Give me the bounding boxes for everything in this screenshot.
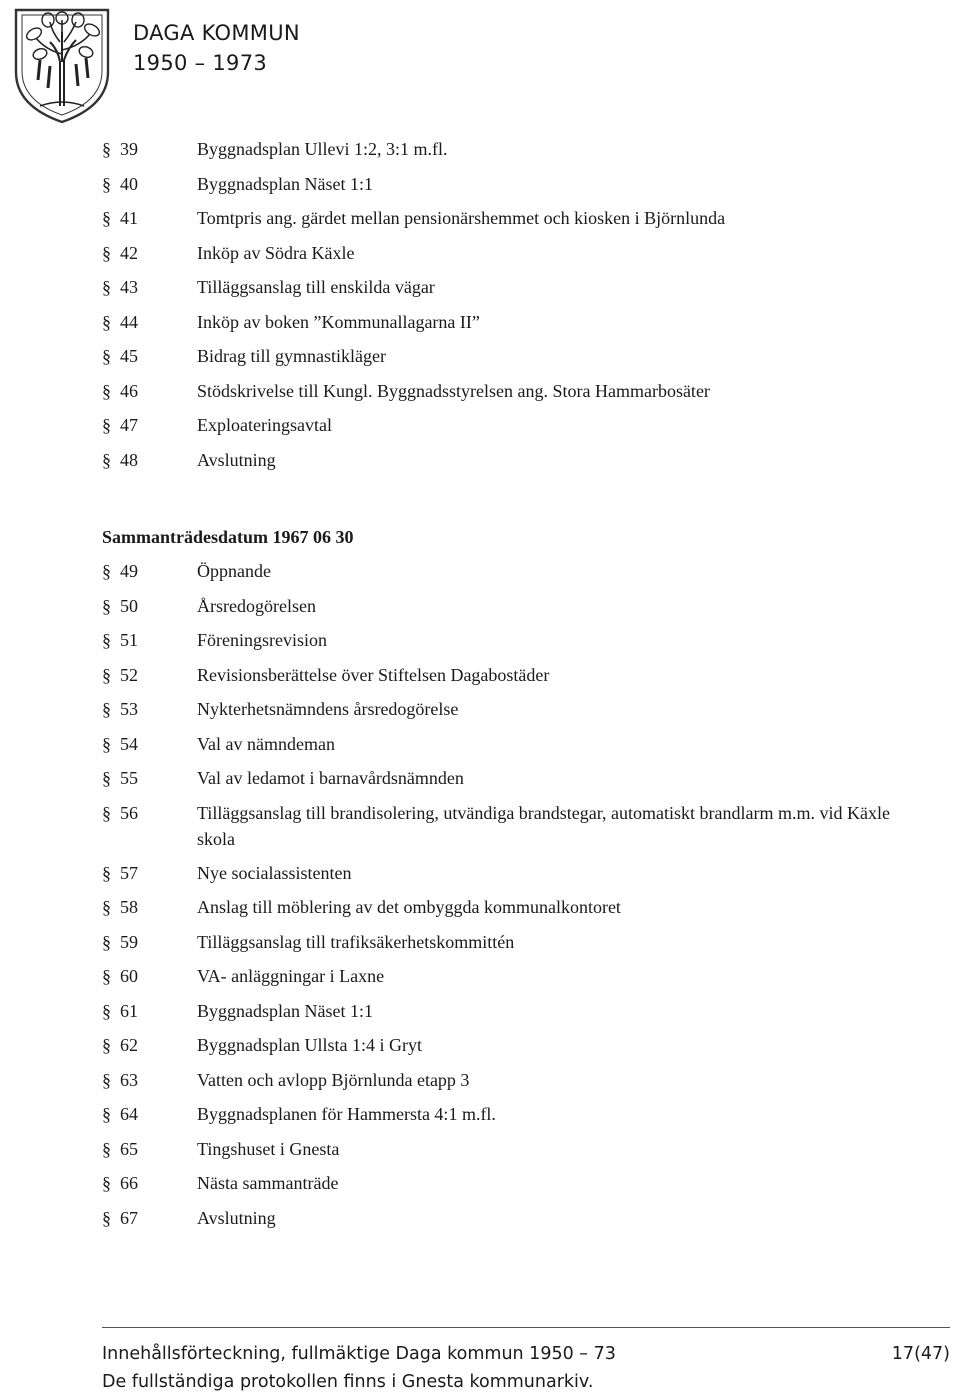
list-item — [102, 860, 902, 895]
list-item — [102, 1170, 902, 1205]
list-item — [102, 1067, 902, 1102]
section-symbol: § — [102, 897, 111, 917]
section-symbol: § — [102, 1069, 111, 1090]
item-text: Byggnadsplan Näset 1:1 — [197, 1000, 373, 1021]
list-item — [102, 731, 902, 766]
item-number: 61 — [120, 1000, 138, 1021]
item-text: Nye socialassistenten — [197, 862, 352, 883]
item-text: Nykterhetsnämndens årsredogörelse — [197, 699, 459, 719]
section-symbol: § — [102, 595, 111, 616]
list-item — [102, 136, 902, 171]
item-number: 63 — [120, 1069, 138, 1090]
item-text: Föreningsrevision — [197, 630, 327, 650]
section-symbol: § — [102, 664, 111, 685]
item-text: Byggnadsplan Ullevi 1:2, 3:1 m.fl. — [197, 139, 448, 159]
item-number: 56 — [120, 802, 138, 823]
item-text: Öppnande — [197, 561, 271, 581]
item-number: 65 — [120, 1138, 138, 1159]
item-text: Årsredogörelsen — [197, 595, 316, 616]
list-item — [102, 963, 902, 998]
item-text: Nästa sammanträde — [197, 1173, 339, 1193]
item-text: Byggnadsplan Ullsta 1:4 i Gryt — [197, 1035, 422, 1055]
item-number: 50 — [120, 595, 138, 616]
item-number: 44 — [120, 311, 138, 332]
item-text: Vatten och avlopp Björnlunda etapp 3 — [197, 1069, 470, 1090]
list-item — [102, 593, 902, 628]
section-symbol: § — [102, 380, 111, 401]
item-text: Avslutning — [197, 449, 276, 470]
list-item — [102, 1136, 902, 1171]
item-text: Tomtpris ang. gärdet mellan pensionärshemmet och kiosken i Björnlunda — [197, 208, 726, 228]
item-text: Byggnadsplan Näset 1:1 — [197, 173, 373, 194]
item-text: Inköp av Södra Käxle — [197, 242, 355, 263]
list-item — [102, 765, 902, 800]
section-symbol: § — [102, 346, 111, 366]
section-2 — [102, 524, 902, 1239]
item-number: 42 — [120, 242, 138, 263]
item-number: 60 — [120, 966, 138, 986]
list-item — [102, 696, 902, 731]
municipality-title — [133, 18, 300, 78]
section-symbol: § — [102, 277, 111, 297]
item-text: Bidrag till gymnastikläger — [197, 346, 386, 366]
item-number: 46 — [120, 380, 138, 401]
list-item — [102, 171, 902, 206]
list-item — [102, 205, 902, 240]
section-symbol: § — [102, 699, 111, 719]
list-item — [102, 378, 902, 413]
footer-row — [102, 1340, 950, 1368]
item-number: 52 — [120, 664, 138, 685]
item-number: 55 — [120, 768, 138, 788]
meeting-date-heading: Sammanträdesdatum 1967 06 30 — [102, 527, 354, 547]
item-number: 64 — [120, 1104, 138, 1124]
list-item — [102, 1101, 902, 1136]
list-item — [102, 447, 902, 482]
section-symbol: § — [102, 242, 111, 263]
item-text: Tilläggsanslag till trafiksäkerhetskommittén — [197, 931, 515, 952]
item-text: Tilläggsanslag till enskilda vägar — [197, 277, 435, 297]
section-symbol: § — [102, 1035, 111, 1055]
section-symbol: § — [102, 802, 111, 823]
item-number: 54 — [120, 733, 138, 754]
item-text: VA- anläggningar i Laxne — [197, 966, 385, 986]
section-symbol: § — [102, 1173, 111, 1193]
item-number: 53 — [120, 699, 138, 719]
page-footer — [102, 1340, 950, 1396]
minutes-index — [102, 136, 902, 1239]
list-item — [102, 998, 902, 1033]
section-symbol: § — [102, 1000, 111, 1021]
title-name: DAGA KOMMUN — [133, 21, 300, 45]
list-item — [102, 929, 902, 964]
item-number: 62 — [120, 1035, 138, 1055]
page-number: 17(47) — [891, 1344, 950, 1364]
item-text: Val av nämndeman — [197, 733, 335, 754]
section-symbol: § — [102, 449, 111, 470]
item-text: Revisionsberättelse över Stiftelsen Dagabostäder — [197, 664, 550, 685]
item-number: 43 — [120, 277, 138, 297]
list-item — [102, 894, 902, 929]
section-1 — [102, 136, 902, 481]
section-symbol: § — [102, 1104, 111, 1124]
section-symbol: § — [102, 139, 111, 159]
section-symbol: § — [102, 561, 111, 581]
section-symbol: § — [102, 862, 111, 883]
list-item — [102, 627, 902, 662]
list-item — [102, 412, 902, 447]
list-item — [102, 240, 902, 275]
item-number: 49 — [120, 561, 138, 581]
item-text: Val av ledamot i barnavårdsnämnden — [197, 768, 464, 788]
coat-of-arms-logo — [10, 2, 114, 126]
item-number: 48 — [120, 449, 138, 470]
item-text: Stödskrivelse till Kungl. Byggnadsstyrelsen ang. Stora Hammarbosäter — [197, 380, 710, 401]
footer-archive-note: De fullständiga protokollen finns i Gnesta kommunarkiv. — [102, 1372, 594, 1392]
item-number: 47 — [120, 415, 138, 435]
item-number: 58 — [120, 897, 138, 917]
item-text: Tingshuset i Gnesta — [197, 1138, 340, 1159]
item-text: Anslag till möblering av det ombyggda kommunalkontoret — [197, 897, 621, 917]
footer-divider — [102, 1327, 950, 1328]
item-number: 45 — [120, 346, 138, 366]
item-number: 57 — [120, 862, 138, 883]
list-item — [102, 800, 902, 860]
title-years: 1950 – 1973 — [133, 51, 268, 75]
section-symbol: § — [102, 1138, 111, 1159]
item-number: 40 — [120, 173, 138, 194]
list-item — [102, 558, 902, 593]
section-symbol: § — [102, 208, 111, 228]
list-item — [102, 343, 902, 378]
section-symbol: § — [102, 931, 111, 952]
item-number: 67 — [120, 1207, 138, 1228]
item-text: Tilläggsanslag till brandisolering, utvändiga brandstegar, automatiskt brandlarm m.m. vid Käxle skola — [197, 802, 890, 849]
item-number: 51 — [120, 630, 138, 650]
list-item — [102, 309, 902, 344]
section-symbol: § — [102, 733, 111, 754]
list-item — [102, 1205, 902, 1240]
item-text: Avslutning — [197, 1207, 276, 1228]
list-item — [102, 662, 902, 697]
item-text: Exploateringsavtal — [197, 415, 332, 435]
item-text: Byggnadsplanen för Hammersta 4:1 m.fl. — [197, 1104, 496, 1124]
section-symbol: § — [102, 768, 111, 788]
item-number: 59 — [120, 931, 138, 952]
item-text: Inköp av boken ”Kommunallagarna II” — [197, 311, 480, 332]
section-symbol: § — [102, 966, 111, 986]
section-symbol: § — [102, 415, 111, 435]
list-item — [102, 1032, 902, 1067]
list-item — [102, 274, 902, 309]
item-number: 39 — [120, 139, 138, 159]
item-number: 66 — [120, 1173, 138, 1193]
section-symbol: § — [102, 630, 111, 650]
item-number: 41 — [120, 208, 138, 228]
section-symbol: § — [102, 173, 111, 194]
section-symbol: § — [102, 311, 111, 332]
section-symbol: § — [102, 1207, 111, 1228]
footer-document-title: Innehållsförteckning, fullmäktige Daga kommun 1950 – 73 — [102, 1344, 616, 1364]
